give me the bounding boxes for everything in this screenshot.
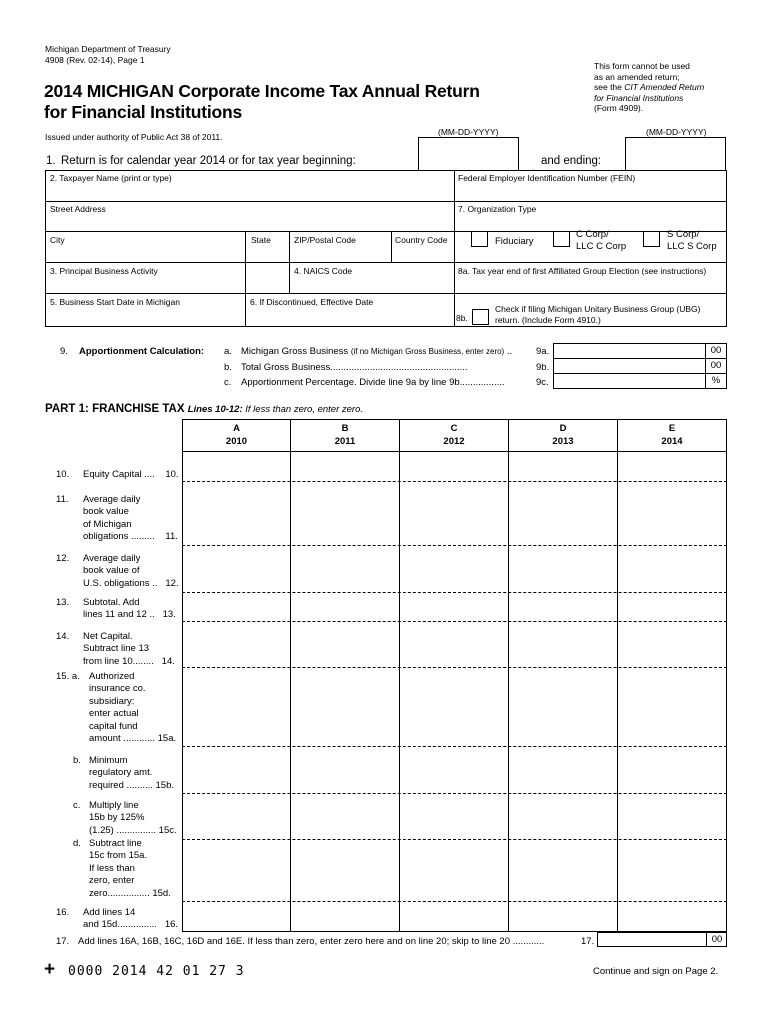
- department-name: Michigan Department of Treasury: [45, 44, 171, 54]
- line9a-letter: a.: [224, 346, 232, 357]
- line15c-col-e-input[interactable]: [618, 795, 726, 839]
- column-c-header: C 2012: [443, 423, 465, 447]
- ubg-number-label: 8b.: [456, 313, 468, 323]
- line17-num: 17.: [56, 936, 70, 947]
- line15a-col-b-input[interactable]: [291, 669, 399, 746]
- discontinued-date-input[interactable]: [246, 307, 453, 326]
- line10-col-a-input[interactable]: [183, 453, 290, 481]
- continue-note: Continue and sign on Page 2.: [593, 966, 719, 977]
- line13-col-c-input[interactable]: [400, 594, 508, 621]
- line9-num: 9.: [60, 346, 68, 357]
- column-e-header: E 2014: [661, 423, 683, 447]
- begin-date-input[interactable]: [418, 137, 519, 170]
- line9c-ref: 9c.: [536, 377, 549, 388]
- line9-title: Apportionment Calculation:: [79, 346, 205, 357]
- line11-col-b-input[interactable]: [291, 483, 399, 545]
- line15a-col-d-input[interactable]: [509, 669, 617, 746]
- line15b-col-b-input[interactable]: [291, 748, 399, 793]
- line13-col-d-input[interactable]: [509, 594, 617, 621]
- line16-col-c-input[interactable]: [400, 903, 508, 931]
- line1-ending: and ending:: [541, 155, 602, 167]
- line9c-percent: %: [711, 375, 721, 386]
- line1-label: Return is for calendar year 2014 or for tax year beginning:: [61, 155, 356, 167]
- form-barcode: 0000 2014 42 01 27 3: [68, 964, 245, 979]
- line16-col-b-input[interactable]: [291, 903, 399, 931]
- line13-col-b-input[interactable]: [291, 594, 399, 621]
- row-15d-label: d. Subtract line 15c from 15a. If less than zero, enter zero................ 15d.: [73, 838, 171, 899]
- c-corp-label: C Corp/ LLC C Corp: [576, 229, 627, 252]
- line16-col-d-input[interactable]: [509, 903, 617, 931]
- line15d-col-a-input[interactable]: [183, 841, 290, 901]
- end-date-input[interactable]: [625, 137, 726, 170]
- form-title-line2: for Financial Institutions: [44, 102, 242, 122]
- line9c-label: Apportionment Percentage. Divide line 9a by line 9b.................: [241, 377, 505, 388]
- column-b-header: B 2011: [334, 423, 356, 447]
- business-activity-input[interactable]: [46, 276, 244, 292]
- line10-col-d-input[interactable]: [509, 453, 617, 481]
- form-title-line1: 2014 MICHIGAN Corporate Income Tax Annual Return: [44, 81, 480, 101]
- country-code-input[interactable]: [392, 245, 453, 261]
- ubg-label: Check if filing Michigan Unitary Business Group (UBG) return. (Include Form 4910.): [495, 304, 701, 325]
- country-code-label: Country Code: [395, 235, 448, 245]
- amended-return-note: This form cannot be used as an amended return; see the CIT Amended Return for Financial Institutions (Form 4909).: [594, 61, 705, 114]
- row-11-label: 11. Average daily book value of Michigan obligations ......... 11.: [56, 494, 178, 543]
- city-label: City: [50, 235, 65, 245]
- line9a-label: Michigan Gross Business (if no Michigan Gross Business, enter zero) ..: [241, 346, 513, 357]
- line15a-col-e-input[interactable]: [618, 669, 726, 746]
- line15b-col-a-input[interactable]: [183, 748, 290, 793]
- line12-col-d-input[interactable]: [509, 547, 617, 592]
- business-activity-label: 3. Principal Business Activity: [50, 266, 158, 276]
- line9b-cents: 00: [710, 360, 722, 371]
- line10-col-b-input[interactable]: [291, 453, 399, 481]
- line15d-col-c-input[interactable]: [400, 841, 508, 901]
- line15b-col-e-input[interactable]: [618, 748, 726, 793]
- line14-col-a-input[interactable]: [183, 623, 290, 667]
- line11-col-e-input[interactable]: [618, 483, 726, 545]
- line12-col-c-input[interactable]: [400, 547, 508, 592]
- line15d-col-b-input[interactable]: [291, 841, 399, 901]
- line13-col-e-input[interactable]: [618, 594, 726, 621]
- line9b-ref: 9b.: [536, 362, 550, 373]
- line11-col-a-input[interactable]: [183, 483, 290, 545]
- line14-col-d-input[interactable]: [509, 623, 617, 667]
- line9c-input[interactable]: [554, 374, 705, 388]
- tax-year-end-label: 8a. Tax year end of first Affiliated Group Election (see instructions): [458, 266, 707, 276]
- plus-icon: +: [44, 959, 56, 980]
- line16-col-a-input[interactable]: [183, 903, 290, 931]
- street-address-label: Street Address: [50, 204, 106, 214]
- line9b-input[interactable]: [554, 359, 705, 373]
- city-input[interactable]: [46, 245, 244, 261]
- end-date-format: (MM-DD-YYYY): [646, 127, 707, 137]
- fiduciary-checkbox[interactable]: [471, 231, 488, 247]
- line14-col-e-input[interactable]: [618, 623, 726, 667]
- line9b-label: Total Gross Business....................................................: [241, 362, 468, 373]
- line15d-col-e-input[interactable]: [618, 841, 726, 901]
- column-a-header: A 2010: [225, 423, 248, 447]
- line10-col-e-input[interactable]: [618, 453, 726, 481]
- line15b-col-d-input[interactable]: [509, 748, 617, 793]
- zip-label: ZIP/Postal Code: [294, 235, 356, 245]
- line13-col-a-input[interactable]: [183, 594, 290, 621]
- line15b-col-c-input[interactable]: [400, 748, 508, 793]
- line11-col-c-input[interactable]: [400, 483, 508, 545]
- line17-cents: 00: [711, 934, 723, 945]
- naics-label: 4. NAICS Code: [294, 266, 353, 276]
- row-13-label: 13. Subtotal. Add lines 11 and 12 .. 13.: [56, 597, 176, 621]
- line12-col-b-input[interactable]: [291, 547, 399, 592]
- line12-col-a-input[interactable]: [183, 547, 290, 592]
- line15d-col-d-input[interactable]: [509, 841, 617, 901]
- row-12-label: 12. Average daily book value of U.S. obligations .. 12.: [56, 553, 179, 589]
- fein-input[interactable]: [455, 183, 726, 200]
- state-label: State: [251, 235, 271, 245]
- line16-col-e-input[interactable]: [618, 903, 726, 931]
- start-date-label: 5. Business Start Date in Michigan: [50, 297, 180, 307]
- line9a-cents: 00: [710, 345, 722, 356]
- begin-date-format: (MM-DD-YYYY): [438, 127, 499, 137]
- naics-input[interactable]: [290, 276, 453, 292]
- taxpayer-name-label: 2. Taxpayer Name (print or type): [50, 173, 172, 183]
- column-d-header: D 2013: [552, 423, 574, 447]
- line14-col-c-input[interactable]: [400, 623, 508, 667]
- line17-label: Add lines 16A, 16B, 16C, 16D and 16E. If less than zero, enter zero here and on line 20; skip to line 20 ............: [78, 936, 545, 947]
- s-corp-label: S Corp/ LLC S Corp: [667, 229, 717, 252]
- fiduciary-label: Fiduciary: [495, 236, 534, 247]
- line11-col-d-input[interactable]: [509, 483, 617, 545]
- tax-year-end-input[interactable]: [455, 276, 726, 292]
- line15c-col-a-input[interactable]: [183, 795, 290, 839]
- row-14-label: 14. Net Capital. Subtract line 13 from line 10........ 14.: [56, 631, 175, 667]
- line15c-col-c-input[interactable]: [400, 795, 508, 839]
- form-number: 4908 (Rev. 02-14), Page 1: [45, 55, 145, 65]
- issued-authority: Issued under authority of Public Act 38 of 2011.: [45, 132, 223, 142]
- line9a-input[interactable]: [554, 344, 705, 358]
- part1-title: PART 1: FRANCHISE TAX Lines 10-12: If less than zero, enter zero.: [45, 403, 364, 415]
- line9c-letter: c.: [224, 377, 232, 388]
- org-type-label: 7. Organization Type: [458, 204, 537, 214]
- taxpayer-name-input[interactable]: [46, 183, 453, 200]
- line15c-col-d-input[interactable]: [509, 795, 617, 839]
- line9a-ref: 9a.: [536, 346, 550, 357]
- row-16-label: 16. Add lines 14 and 15d............... 16.: [56, 907, 179, 931]
- discontinued-date-label: 6. If Discontinued, Effective Date: [250, 297, 374, 307]
- row-15a-label: 15. a. Authorized insurance co. subsidiary: enter actual capital fund amount ............ 15a.: [56, 671, 177, 744]
- line15a-col-c-input[interactable]: [400, 669, 508, 746]
- line14-col-b-input[interactable]: [291, 623, 399, 667]
- state-input[interactable]: [246, 245, 288, 261]
- line10-col-c-input[interactable]: [400, 453, 508, 481]
- street-address-input[interactable]: [46, 214, 453, 230]
- line17-ref: 17.: [581, 936, 595, 947]
- line15c-col-b-input[interactable]: [291, 795, 399, 839]
- s-corp-checkbox[interactable]: [643, 231, 660, 247]
- line15a-col-a-input[interactable]: [183, 669, 290, 746]
- line12-col-e-input[interactable]: [618, 547, 726, 592]
- line9b-letter: b.: [224, 362, 232, 373]
- zip-input[interactable]: [290, 245, 390, 261]
- ubg-checkbox[interactable]: [472, 309, 489, 325]
- line1-num: 1.: [46, 155, 56, 167]
- start-date-input[interactable]: [46, 307, 244, 326]
- fein-label: Federal Employer Identification Number (FEIN): [458, 173, 636, 183]
- row-15b-label: b. Minimum regulatory amt. required .......... 15b.: [73, 755, 175, 791]
- row-15c-label: c. Multiply line 15b by 125% (1.25) ............... 15c.: [73, 800, 177, 836]
- c-corp-checkbox[interactable]: [553, 231, 570, 247]
